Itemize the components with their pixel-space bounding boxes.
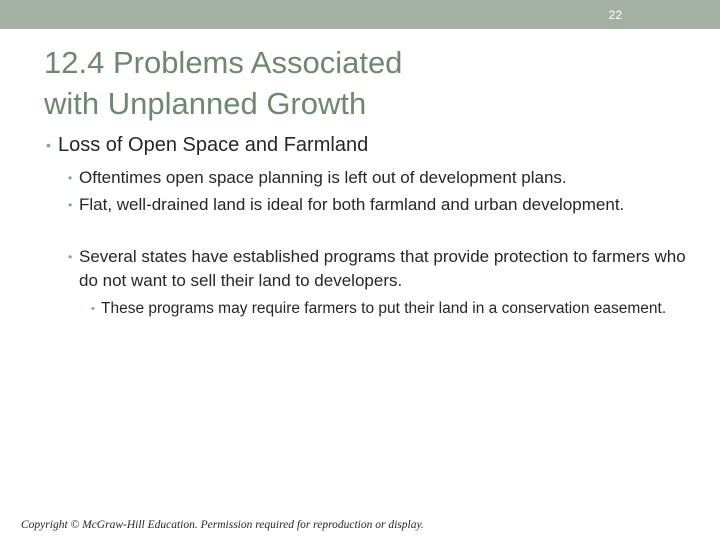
bullet-level-2 bbox=[68, 166, 689, 190]
bullet-level-3 bbox=[91, 298, 691, 320]
bullet-dot-icon: • bbox=[68, 250, 73, 264]
bullet-dot-icon: • bbox=[91, 303, 95, 315]
bullet-text: Flat, well-drained land is ideal for both farmland and urban development. bbox=[79, 195, 625, 214]
title-line-2: with Unplanned Growth bbox=[44, 86, 367, 121]
bullet-level-1 bbox=[46, 132, 678, 158]
bullet-text: These programs may require farmers to put their land in a conservation easement. bbox=[101, 300, 667, 317]
header-bar bbox=[0, 0, 720, 29]
slide-number: 22 bbox=[608, 8, 622, 22]
bullet-level-2 bbox=[68, 193, 689, 217]
bullet-text: Oftentimes open space planning is left out of development plans. bbox=[79, 168, 567, 187]
bullet-dot-icon: • bbox=[68, 171, 73, 185]
bullet-dot-icon: • bbox=[46, 137, 51, 153]
bullet-text: Loss of Open Space and Farmland bbox=[58, 134, 369, 156]
bullet-level-2 bbox=[68, 245, 689, 293]
slide-title bbox=[44, 42, 644, 124]
bullet-text: Several states have established programs that provide protection to farmers who do not want to sell their land to developers. bbox=[79, 247, 686, 290]
bullet-dot-icon: • bbox=[68, 198, 73, 212]
copyright-notice: Copyright © McGraw-Hill Education. Permission required for reproduction or display. bbox=[21, 519, 424, 531]
title-line-1: 12.4 Problems Associated bbox=[44, 45, 403, 80]
